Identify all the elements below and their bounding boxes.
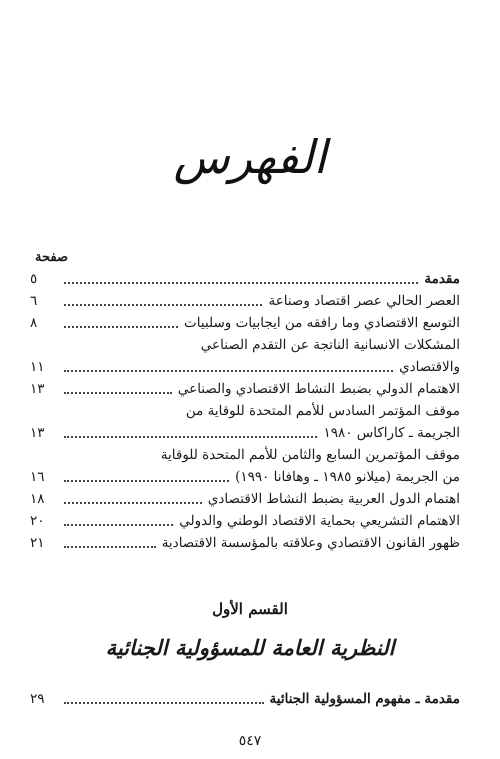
dot-leader [64, 702, 264, 704]
toc-entry-title: الاهتمام التشريعي بحماية الاقتصاد الوطني والدولي [179, 513, 460, 529]
toc-entry [30, 334, 460, 356]
section-title: النظرية العامة للمسؤولية الجنائية [105, 635, 395, 660]
toc-entry-title: مقدمة [424, 271, 460, 287]
toc-entry-page: ١١ [30, 359, 45, 375]
dot-leader [64, 502, 202, 504]
toc-entry-page: ٥ [30, 271, 38, 287]
toc-entry-page: ٢٩ [30, 691, 45, 707]
table-of-contents [30, 268, 460, 554]
toc-entry-title: المشكلات الانسانية الناتجة عن التقدم الصناعي [200, 337, 460, 353]
toc-entry-page: ٦ [30, 293, 38, 309]
section-heading: القسم الأول [212, 600, 288, 618]
dot-leader [64, 546, 156, 548]
toc-entry-title: العصر الحالي عصر اقتصاد وصناعة [268, 293, 460, 309]
toc-entry [30, 466, 460, 488]
dot-leader [64, 326, 178, 328]
toc-entry [30, 400, 460, 422]
index-title: الفهرس [173, 130, 327, 184]
toc-entry [30, 444, 460, 466]
dot-leader [64, 370, 393, 372]
toc-entry [30, 290, 460, 312]
dot-leader [64, 282, 418, 284]
toc-entry-page: ١٣ [30, 425, 45, 441]
page-column-label: صفحة [35, 250, 68, 265]
toc-entry-title: مقدمة ـ مفهوم المسؤولية الجنائية [269, 691, 460, 707]
dot-leader [64, 524, 173, 526]
toc-entry [30, 688, 460, 710]
toc-entry-page: ٢١ [30, 535, 45, 551]
toc-entry [30, 356, 460, 378]
toc-entry-title: موقف المؤتمر السادس للأمم المتحدة للوقاية من [185, 403, 460, 419]
toc-entry-page: ٢٠ [30, 513, 45, 529]
toc-entry-page: ١٦ [30, 469, 45, 485]
toc-entry [30, 422, 460, 444]
toc-entry-page: ١٨ [30, 491, 45, 507]
toc-entry-title: التوسع الاقتصادي وما رافقه من ايجابيات وسلبيات [184, 315, 460, 331]
toc-entry-title: من الجريمة (ميلانو ١٩٨٥ ـ وهافانا ١٩٩٠) [235, 469, 460, 485]
page-number: ٥٤٧ [238, 733, 262, 749]
toc-entry [30, 312, 460, 334]
toc-entry-page: ٨ [30, 315, 38, 331]
toc-entry-title: ظهور القانون الاقتصادي وعلاقته بالمؤسسة الاقتصادية [161, 535, 460, 551]
toc-entry-page: ١٣ [30, 381, 45, 397]
toc-entry [30, 488, 460, 510]
dot-leader [64, 480, 229, 482]
dot-leader [64, 304, 262, 306]
toc-entry-title: الاهتمام الدولي بضبط النشاط الاقتصادي والصناعي [177, 381, 460, 397]
dot-leader [64, 436, 317, 438]
section-contents [30, 688, 460, 710]
toc-entry [30, 532, 460, 554]
toc-entry-title: الجريمة ـ كاراكاس ١٩٨٠ [323, 425, 460, 441]
toc-entry-title: اهتمام الدول العربية بضبط النشاط الاقتصادي [207, 491, 460, 507]
dot-leader [64, 392, 172, 394]
toc-entry-title: موقف المؤتمرين السابع والثامن للأمم المتحدة للوقاية [160, 447, 460, 463]
toc-entry [30, 378, 460, 400]
toc-entry [30, 268, 460, 290]
toc-entry-title: والاقتصادي [399, 359, 460, 375]
toc-entry [30, 510, 460, 532]
